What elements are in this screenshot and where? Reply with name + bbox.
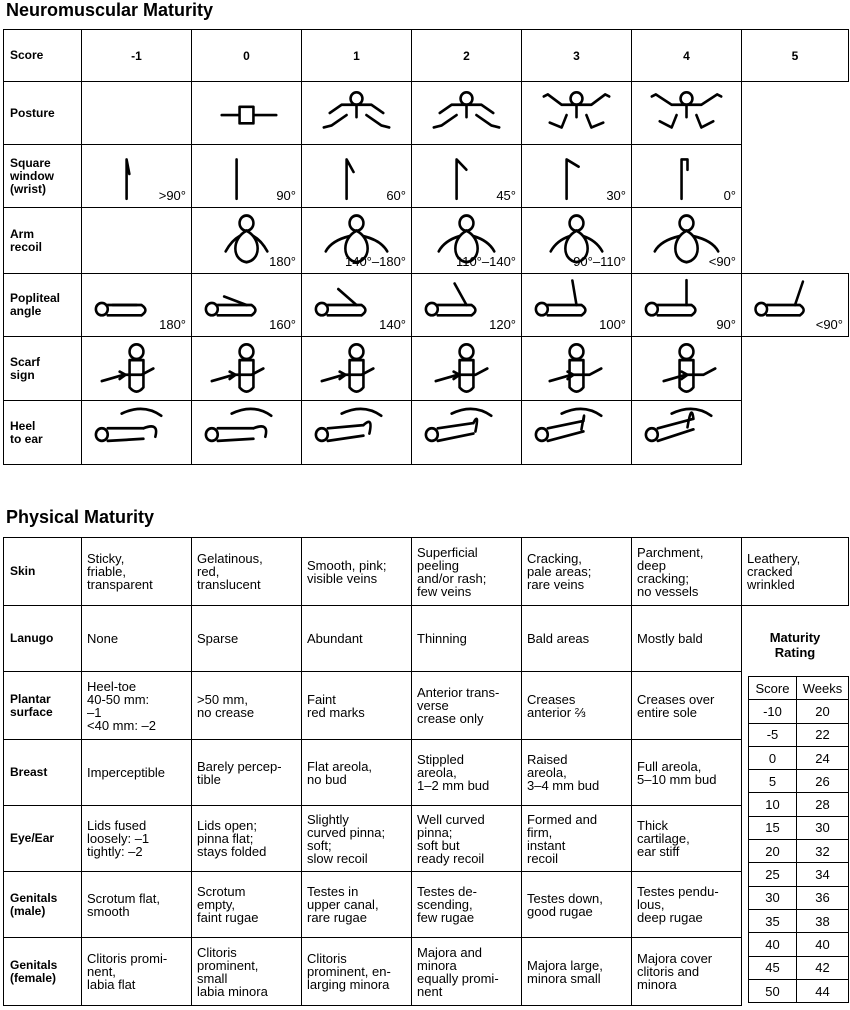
physical-cell: Flat areola, no bud: [302, 740, 412, 806]
maneuver-figure: [302, 82, 411, 144]
angle-label: 160°: [269, 317, 296, 332]
physical-cell: None: [82, 606, 192, 672]
physical-row-label: Skin: [4, 538, 82, 606]
angle-label: 90°: [276, 188, 296, 203]
neuromuscular-cell: [522, 337, 632, 401]
maturity-cell: 20: [749, 840, 797, 863]
physical-cell: Leathery, cracked wrinkled: [742, 538, 849, 606]
physical-cell: Full areola, 5–10 mm bud: [632, 740, 742, 806]
physical-cell: Scrotum flat, smooth: [82, 872, 192, 938]
angle-label: >90°: [158, 188, 186, 203]
neuromuscular-cell: [632, 82, 742, 145]
score-header: 1: [302, 30, 412, 82]
maturity-cell: 20: [797, 700, 849, 723]
neuromuscular-table: [3, 29, 849, 465]
neuromuscular-cell: [302, 208, 412, 274]
neuromuscular-cell: [522, 145, 632, 208]
physical-cell: Testes de- scending, few rugae: [412, 872, 522, 938]
neuromuscular-cell: [522, 82, 632, 145]
neuromuscular-cell: [192, 401, 302, 465]
maturity-rating-title: Maturity Rating: [769, 630, 821, 660]
maneuver-figure: [412, 337, 521, 400]
neuromuscular-cell: [412, 401, 522, 465]
neuromuscular-row-label: Scarf sign: [4, 337, 82, 401]
neuromuscular-cell: [192, 274, 302, 337]
physical-cell: Testes pendu- lous, deep rugae: [632, 872, 742, 938]
neuromuscular-cell: [82, 145, 192, 208]
physical-cell: Thinning: [412, 606, 522, 672]
physical-cell: Clitoris prominent, en- larging minora: [302, 938, 412, 1006]
maneuver-figure: [522, 82, 631, 144]
maneuver-figure: [302, 401, 411, 464]
neuromuscular-cell: [192, 337, 302, 401]
angle-label: 0°: [723, 188, 736, 203]
maturity-cell: 34: [797, 863, 849, 886]
neuromuscular-cell: [632, 337, 742, 401]
maturity-cell: 10: [749, 793, 797, 816]
maturity-cell: 0: [749, 746, 797, 769]
maneuver-figure: [82, 337, 191, 400]
physical-cell: Scrotum empty, faint rugae: [192, 872, 302, 938]
physical-cell: Sparse: [192, 606, 302, 672]
angle-label: 90°: [716, 317, 736, 332]
neuromuscular-cell: [82, 208, 192, 274]
physical-cell: Cracking, pale areas; rare veins: [522, 538, 632, 606]
physical-cell: Sticky, friable, transparent: [82, 538, 192, 606]
neuromuscular-cell: [522, 274, 632, 337]
maturity-cell: 36: [797, 886, 849, 909]
neuromuscular-row-label: Square window (wrist): [4, 145, 82, 208]
neuromuscular-cell: [412, 208, 522, 274]
maneuver-figure: [522, 401, 631, 464]
neuromuscular-cell: [192, 145, 302, 208]
angle-label: 140°–180°: [344, 254, 406, 269]
maturity-cell: 32: [797, 840, 849, 863]
angle-label: 140°: [379, 317, 406, 332]
physical-cell: Anterior trans- verse crease only: [412, 672, 522, 740]
maturity-cell: -5: [749, 723, 797, 746]
maturity-cell: 35: [749, 909, 797, 932]
maturity-cell: 5: [749, 770, 797, 793]
physical-cell: Stippled areola, 1–2 mm bud: [412, 740, 522, 806]
maturity-cell: 40: [797, 933, 849, 956]
physical-cell: Clitoris promi- nent, labia flat: [82, 938, 192, 1006]
neuromuscular-cell: [632, 208, 742, 274]
physical-cell: Heel-toe 40-50 mm: –1 <40 mm: –2: [82, 672, 192, 740]
angle-label: <90°: [708, 254, 736, 269]
neuromuscular-row-label: Arm recoil: [4, 208, 82, 274]
maneuver-figure: [632, 82, 741, 144]
physical-row-label: Eye/Ear: [4, 806, 82, 872]
neuromuscular-cell: [412, 337, 522, 401]
angle-label: 110°–140°: [455, 254, 516, 269]
physical-cell: Superficial peeling and/or rash; few veins: [412, 538, 522, 606]
physical-row-label: Plantar surface: [4, 672, 82, 740]
physical-cell: Creases anterior ⅔: [522, 672, 632, 740]
score-header-label: Score: [4, 30, 82, 82]
physical-row-label: Lanugo: [4, 606, 82, 672]
neuromuscular-row-label: Heel to ear: [4, 401, 82, 465]
neuromuscular-cell: [82, 401, 192, 465]
physical-cell: Majora and minora equally promi- nent: [412, 938, 522, 1006]
maneuver-figure: [412, 401, 521, 464]
maturity-cell: 22: [797, 723, 849, 746]
neuromuscular-cell: [632, 401, 742, 465]
angle-label: 100°: [599, 317, 626, 332]
angle-label: 90°–110°: [573, 254, 626, 269]
physical-cell: Thick cartilage, ear stiff: [632, 806, 742, 872]
physical-title: Physical Maturity: [6, 507, 155, 527]
neuromuscular-cell: [302, 145, 412, 208]
maturity-header: Score: [749, 677, 797, 700]
physical-row-label: Genitals (male): [4, 872, 82, 938]
maneuver-figure: [632, 337, 741, 400]
maneuver-figure: [192, 401, 301, 464]
maturity-cell: 42: [797, 956, 849, 979]
maturity-header: Weeks: [797, 677, 849, 700]
neuromuscular-cell: [192, 208, 302, 274]
maturity-cell: 50: [749, 979, 797, 1002]
maturity-cell: 30: [797, 816, 849, 839]
physical-cell: Barely percep- tible: [192, 740, 302, 806]
neuromuscular-cell: [302, 82, 412, 145]
maneuver-figure: [192, 82, 301, 144]
physical-cell: Creases over entire sole: [632, 672, 742, 740]
score-header: 4: [632, 30, 742, 82]
physical-cell: Lids fused loosely: –1 tightly: –2: [82, 806, 192, 872]
maturity-cell: 30: [749, 886, 797, 909]
maturity-cell: 44: [797, 979, 849, 1002]
maturity-cell: 24: [797, 746, 849, 769]
neuromuscular-cell: [412, 82, 522, 145]
neuromuscular-title: Neuromuscular Maturity: [6, 0, 214, 20]
score-header: 3: [522, 30, 632, 82]
score-header: 0: [192, 30, 302, 82]
score-header: 2: [412, 30, 522, 82]
maneuver-figure: [192, 337, 301, 400]
neuromuscular-cell: [412, 274, 522, 337]
physical-cell: Majora large, minora small: [522, 938, 632, 1006]
physical-cell: >50 mm, no crease: [192, 672, 302, 740]
physical-cell: Testes in upper canal, rare rugae: [302, 872, 412, 938]
neuromuscular-cell: [82, 337, 192, 401]
maturity-cell: 38: [797, 909, 849, 932]
maturity-cell: 45: [749, 956, 797, 979]
angle-label: 45°: [496, 188, 516, 203]
maturity-cell: 28: [797, 793, 849, 816]
neuromuscular-cell: [632, 145, 742, 208]
physical-cell: Well curved pinna; soft but ready recoil: [412, 806, 522, 872]
neuromuscular-cell: [192, 82, 302, 145]
neuromuscular-row-label: Popliteal angle: [4, 274, 82, 337]
maneuver-figure: [522, 337, 631, 400]
physical-cell: Bald areas: [522, 606, 632, 672]
physical-cell: Testes down, good rugae: [522, 872, 632, 938]
maturity-rating-table: [748, 676, 849, 1003]
maneuver-figure: [82, 401, 191, 464]
angle-label: 120°: [489, 317, 516, 332]
physical-cell: Gelatinous, red, translucent: [192, 538, 302, 606]
physical-cell: Clitoris prominent, small labia minora: [192, 938, 302, 1006]
physical-cell: Smooth, pink; visible veins: [302, 538, 412, 606]
physical-cell: Abundant: [302, 606, 412, 672]
score-header: -1: [82, 30, 192, 82]
maturity-cell: -10: [749, 700, 797, 723]
physical-cell: Lids open; pinna flat; stays folded: [192, 806, 302, 872]
neuromuscular-cell: [742, 274, 849, 337]
neuromuscular-cell: [412, 145, 522, 208]
angle-label: 30°: [606, 188, 626, 203]
physical-cell: Parchment, deep cracking; no vessels: [632, 538, 742, 606]
neuromuscular-cell: [302, 337, 412, 401]
physical-cell: Faint red marks: [302, 672, 412, 740]
neuromuscular-cell: [82, 274, 192, 337]
maneuver-figure: [302, 337, 411, 400]
maturity-cell: 40: [749, 933, 797, 956]
physical-table: [3, 537, 849, 1006]
maneuver-figure: [632, 401, 741, 464]
score-header: 5: [742, 30, 849, 82]
angle-label: <90°: [815, 317, 843, 332]
physical-cell: Raised areola, 3–4 mm bud: [522, 740, 632, 806]
physical-cell: Slightly curved pinna; soft; slow recoil: [302, 806, 412, 872]
angle-label: 180°: [159, 317, 186, 332]
neuromuscular-cell: [82, 82, 192, 145]
physical-cell: Majora cover clitoris and minora: [632, 938, 742, 1006]
neuromuscular-cell: [302, 401, 412, 465]
neuromuscular-cell: [632, 274, 742, 337]
physical-row-label: Breast: [4, 740, 82, 806]
physical-cell: Mostly bald: [632, 606, 742, 672]
angle-label: 180°: [269, 254, 296, 269]
physical-row-label: Genitals (female): [4, 938, 82, 1006]
maturity-cell: 26: [797, 770, 849, 793]
maneuver-figure: [412, 82, 521, 144]
maturity-cell: 25: [749, 863, 797, 886]
neuromuscular-cell: [302, 274, 412, 337]
physical-cell: Formed and firm, instant recoil: [522, 806, 632, 872]
angle-label: 60°: [386, 188, 406, 203]
neuromuscular-cell: [522, 401, 632, 465]
neuromuscular-row-label: Posture: [4, 82, 82, 145]
neuromuscular-cell: [522, 208, 632, 274]
maturity-cell: 15: [749, 816, 797, 839]
physical-cell: Imperceptible: [82, 740, 192, 806]
